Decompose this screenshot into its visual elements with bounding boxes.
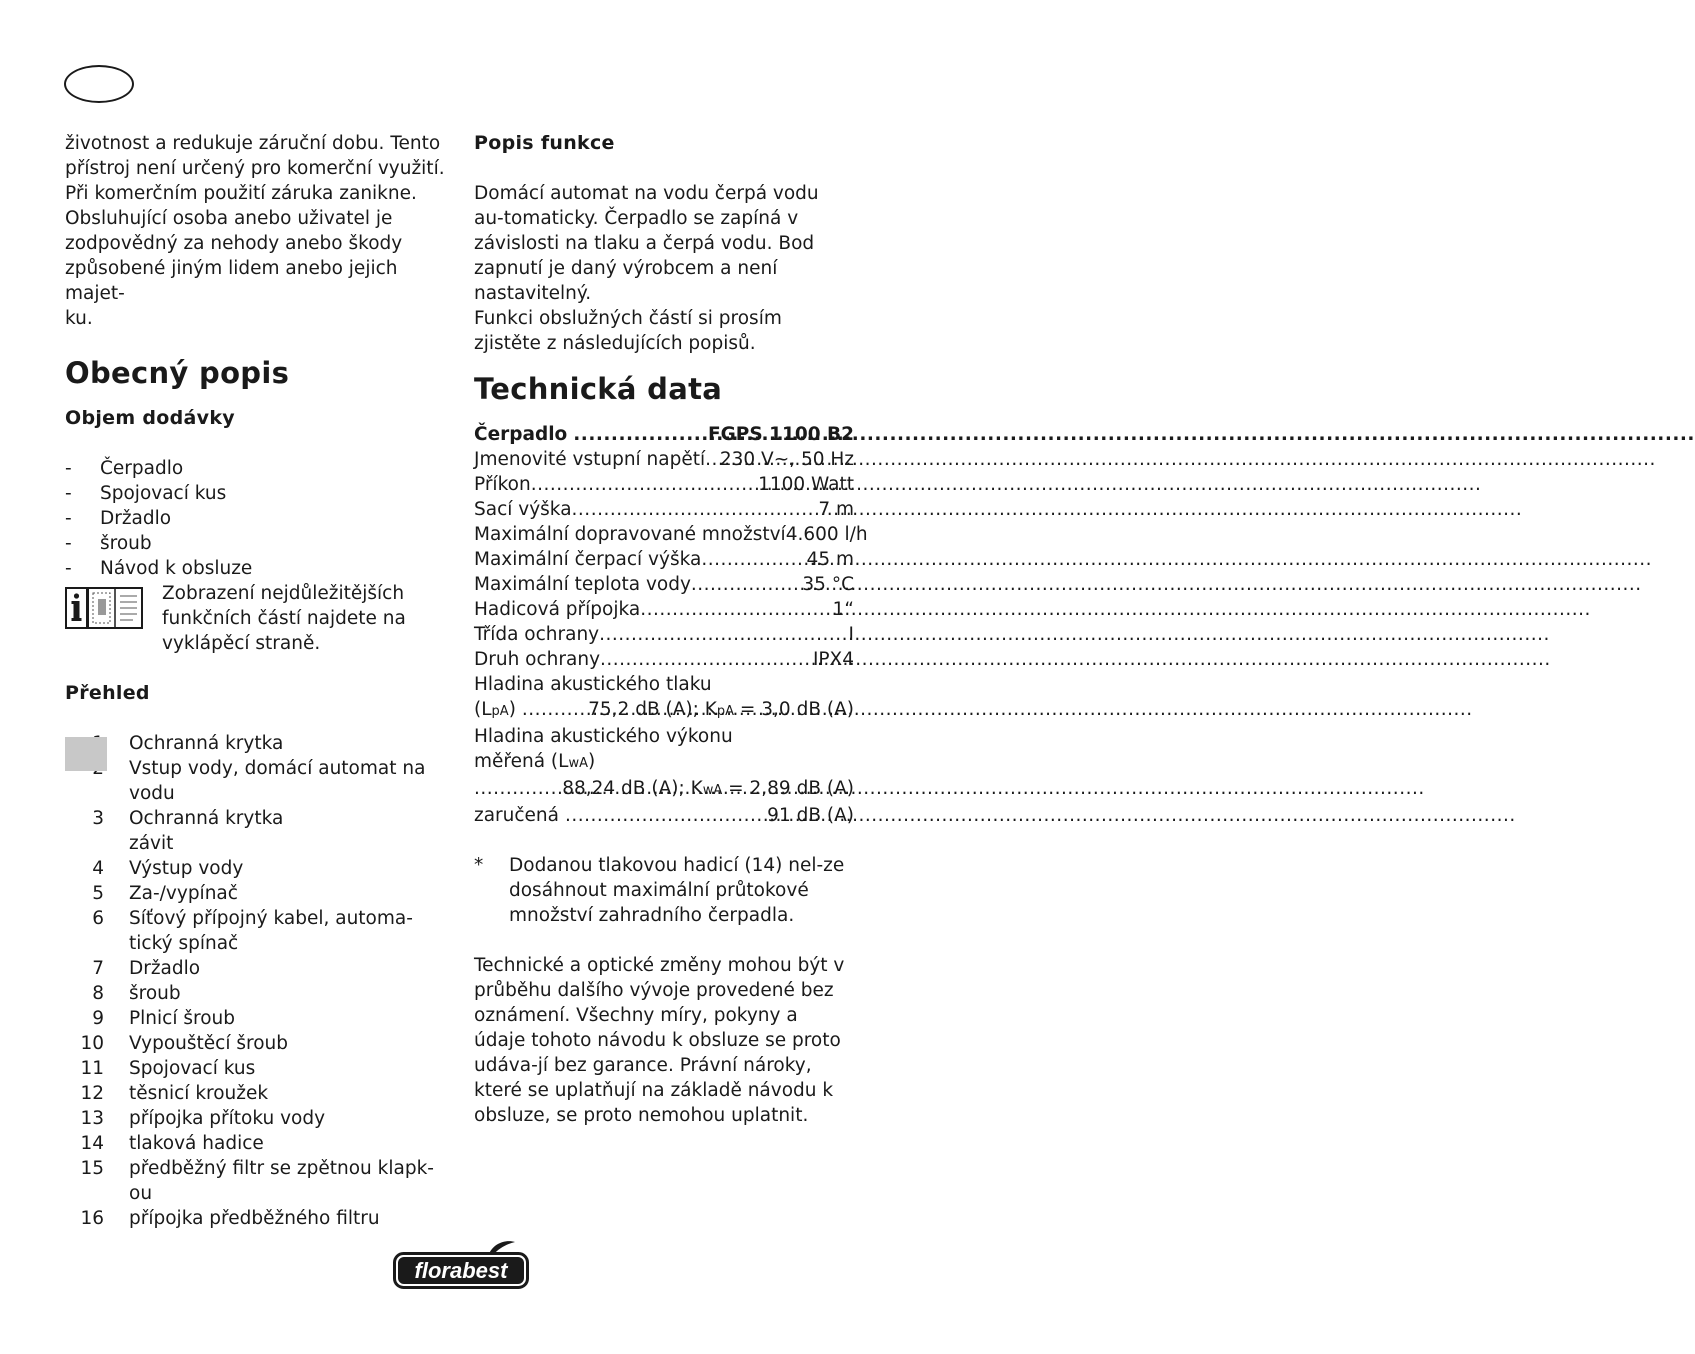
disclaimer-paragraph: Technické a optické změny mohou být v průběhu dalšího vývoje provedené bez oznámení. Všechny míry, pokyny a údaje tohoto návodu k obsluze se proto udáva-jí bez garance. Právní nároky, které se uplatňují na základě návodu k obsluze, se proto nemohou uplatnit. (474, 955, 845, 1126)
spec-leader (701, 547, 806, 572)
parts-list (65, 731, 450, 1231)
part-number: 11 (80, 1058, 104, 1079)
part-label: tlaková hadice (129, 1133, 264, 1154)
spec-row (474, 622, 854, 647)
list-item (65, 756, 450, 806)
info-note (65, 581, 450, 656)
part-number: 4 (92, 858, 104, 879)
part-label: předběžný filtr se zpětnou klapk-ou (129, 1158, 434, 1204)
function-description-2: Funkci obslužných částí si prosím zjistěte z následujících popisů. (474, 308, 782, 354)
list-item (65, 1106, 450, 1131)
spec-row (474, 572, 854, 597)
footnote-text: Dodanou tlakovou hadicí (14) nel-ze dosáhnout maximální průtokové množství zahradního čerpadla. (509, 855, 845, 926)
spec-key: Jmenovité vstupní napětí (474, 449, 706, 470)
part-label: přípojka přítoku vody (129, 1108, 326, 1129)
list-item (65, 1031, 450, 1056)
info-line: vyklápěcí straně. (162, 633, 321, 654)
spec-row (474, 497, 854, 522)
spec-key-text: měřená (L (474, 751, 569, 772)
spec-leader (705, 447, 720, 472)
intro-line: Obsluhující osoba anebo uživatel je (65, 208, 393, 229)
language-badge (64, 65, 134, 103)
spec-value-text: 75,2 dB (A); K (588, 699, 717, 720)
spec-row (474, 522, 868, 547)
list-item (65, 806, 450, 856)
list-item (65, 981, 450, 1006)
spec-list (474, 447, 868, 672)
sound-power-label: Hladina akustického výkonu (474, 726, 733, 747)
list-item (65, 1206, 450, 1231)
part-number: 16 (80, 1208, 104, 1229)
part-number: 15 (80, 1158, 104, 1179)
list-item (65, 856, 450, 881)
spec-key: Maximální čerpací výška (474, 549, 702, 570)
spec-value: 4.600 l/h (785, 524, 868, 545)
spec-key: Maximální dopravované množství (474, 524, 786, 545)
guaranteed-row (474, 803, 854, 828)
spec-leader (531, 472, 758, 497)
list-item (65, 1081, 450, 1106)
footnote (474, 853, 854, 928)
spec-key: Druh ochrany (474, 649, 601, 670)
spec-row (474, 447, 854, 472)
spec-value: 45 m (806, 549, 854, 570)
part-label: těsnicí kroužek (129, 1083, 269, 1104)
spec-key (474, 697, 516, 724)
intro-paragraph (65, 131, 450, 331)
part-number: 8 (92, 983, 104, 1004)
list-item: - Návod k obsluze (65, 556, 450, 581)
intro-line: zodpovědný za nehody anebo škody (65, 233, 403, 254)
spec-key-text: (L (474, 699, 492, 720)
part-label: Plnicí šroub (129, 1008, 235, 1029)
part-label: Ochranná krytka (129, 733, 284, 754)
spec-value-text: 88,24 dB (A); K (562, 778, 703, 799)
list-item (65, 906, 450, 956)
spec-row (474, 472, 854, 497)
spec-value (562, 776, 854, 803)
part-number: 12 (80, 1083, 104, 1104)
left-column (65, 131, 450, 1231)
subscript: wA (702, 783, 723, 798)
pump-model-row (474, 422, 854, 447)
part-number: 5 (92, 883, 104, 904)
spec-leader (565, 803, 767, 828)
part-label: Vypouštěcí šroub (129, 1033, 288, 1054)
part-label: Výstup vody (129, 858, 244, 879)
spec-value: 7 m (818, 499, 854, 520)
spec-key: zaručená (474, 805, 559, 826)
spec-value: 1“ (832, 599, 854, 620)
spec-value: 91 dB (A) (767, 805, 854, 826)
spec-leader (600, 647, 813, 672)
spec-value: 35 °C (802, 574, 854, 595)
figure-marker (65, 737, 107, 771)
scope-of-delivery-heading: Objem dodávky (65, 407, 235, 429)
part-label: Vstup vody, domácí automat na vodu (129, 758, 426, 804)
spec-value-text: = 2,89 dB (A) (722, 778, 854, 799)
list-item (65, 1006, 450, 1031)
part-label: šroub (129, 983, 181, 1004)
overview-heading: Přehled (65, 682, 150, 704)
sound-pressure-label: Hladina akustického tlaku (474, 674, 712, 695)
part-number: 10 (80, 1033, 104, 1054)
info-line: funkčních částí najdete na (162, 608, 406, 629)
spec-leader (572, 497, 819, 522)
spec-leader (599, 622, 848, 647)
list-item (65, 1156, 450, 1206)
intro-line: životnost a redukuje záruční dobu. Tento (65, 133, 441, 154)
list-item (65, 881, 450, 906)
part-label: Ochranná krytka závit (129, 808, 284, 854)
part-label: přípojka předběžného filtru (129, 1208, 380, 1229)
spec-key: Třída ochrany (474, 624, 600, 645)
spec-value: I (848, 624, 854, 645)
spec-key-text: ) (508, 699, 516, 720)
logo-wordmark: florabest (414, 1258, 508, 1283)
part-number: 14 (80, 1133, 104, 1154)
spec-leader (691, 572, 803, 597)
spec-key: Sací výška (474, 499, 572, 520)
part-number: 13 (80, 1108, 104, 1129)
list-item (65, 1056, 450, 1081)
part-label: Spojovací kus (129, 1058, 256, 1079)
list-item: - Čerpadlo (65, 456, 450, 481)
spec-leader (573, 422, 708, 447)
footnote-mark: * (474, 855, 484, 876)
info-text (162, 581, 450, 656)
info-manual-icon (65, 587, 143, 629)
spec-key: Čerpadlo (474, 424, 568, 445)
spec-value: FGPS 1100 B2 (707, 424, 854, 445)
spec-value-text: = 3,0 dB (A) (734, 699, 854, 720)
list-item (65, 731, 450, 756)
sound-power-measured (474, 749, 854, 776)
parts-overview (65, 731, 450, 1231)
intro-line: přístroj není určený pro komerční využití. (65, 158, 445, 179)
technical-data-heading: Technická data (474, 372, 723, 406)
sound-power-row (474, 776, 854, 803)
part-label: Za-/vypínač (129, 883, 238, 904)
function-heading: Popis funkce (474, 132, 615, 154)
part-number: 9 (92, 1008, 104, 1029)
spec-key-text: ) (587, 751, 596, 772)
part-number: 6 (92, 908, 104, 929)
spec-row (474, 597, 854, 622)
part-number: 3 (92, 808, 104, 829)
part-label: Síťový přípojný kabel, automa-tický spínač (129, 908, 413, 954)
list-item: - Spojovací kus (65, 481, 450, 506)
spec-key: Hadicová přípojka (474, 599, 641, 620)
spec-leader (522, 697, 588, 722)
list-item (65, 1131, 450, 1156)
intro-line: Při komerčním použití záruka zanikne. (65, 183, 417, 204)
spec-row (474, 647, 854, 672)
scope-list (65, 456, 450, 581)
spec-value: IPX4 (812, 649, 854, 670)
spec-value: 1100 Watt (758, 474, 854, 495)
intro-line: ku. (65, 308, 93, 329)
sound-pressure-row (474, 697, 854, 724)
part-number: 7 (92, 958, 104, 979)
info-line: Zobrazení nejdůležitějších (162, 583, 405, 604)
function-description: Domácí automat na vodu čerpá vodu au-tomaticky. Čerpadlo se zapíná v závislosti na tlaku a čerpá vodu. Bod zapnutí je daný výrobcem a není nastavitelný. (474, 183, 819, 304)
subscript: pA (716, 704, 735, 719)
list-item: - šroub (65, 531, 450, 556)
list-item: - Držadlo (65, 506, 450, 531)
spec-value: 230 V~, 50 Hz (719, 449, 854, 470)
subscript: pA (491, 704, 509, 719)
spec-key: Maximální teplota vody (474, 574, 691, 595)
florabest-logo (393, 1240, 529, 1290)
part-label: Držadlo (129, 958, 201, 979)
general-description-heading: Obecný popis (65, 356, 290, 390)
intro-line: způsobené jiným lidem anebo jejich majet- (65, 258, 398, 304)
spec-leader (474, 776, 562, 801)
spec-value (588, 697, 854, 724)
subscript: wA (568, 756, 588, 771)
spec-leader (640, 597, 832, 622)
right-column (474, 131, 868, 1128)
list-item (65, 956, 450, 981)
spec-key: Příkon (474, 474, 531, 495)
spec-row (474, 547, 854, 572)
